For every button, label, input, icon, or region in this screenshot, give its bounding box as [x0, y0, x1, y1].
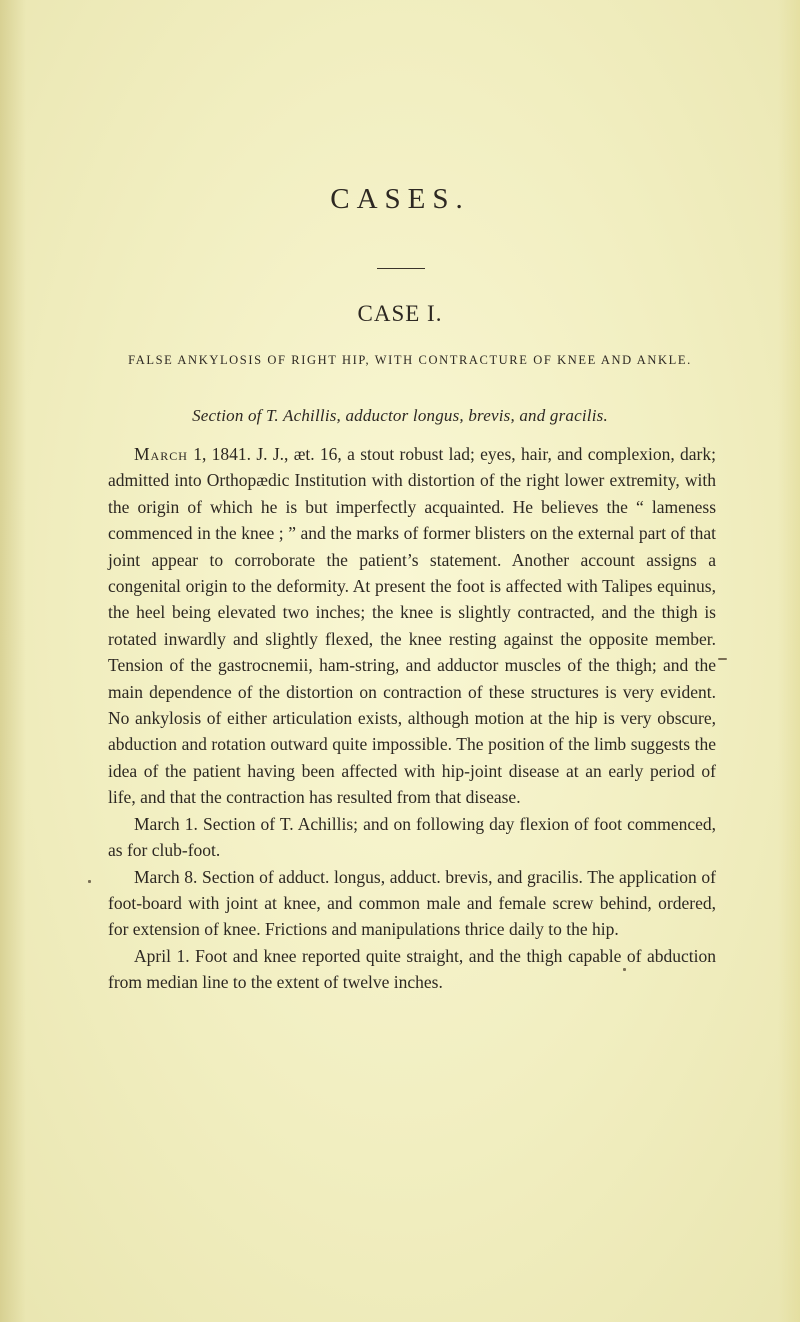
heading-rule	[377, 268, 425, 269]
case-title: CASE I.	[357, 301, 443, 326]
paragraph-3: March 8. Section of adduct. longus, adduct. brevis, and gracilis. The application of foot-board with joint at knee, and common male and female screw behind, ordered, for extension of knee. Frictions and manipulations thrice daily to the hip.	[108, 866, 716, 940]
section-line: Section of T. Achillis, adductor longus, brevis, and gracilis.	[192, 406, 608, 425]
case-subtitle: FALSE ANKYLOSIS OF RIGHT HIP, WITH CONTRACTURE OF KNEE AND ANKLE.	[128, 353, 692, 367]
paragraph-4: April 1. Foot and knee reported quite straight, and the thigh capable of abduction from median line to the extent of twelve inches.	[108, 945, 716, 993]
paragraph-lead: March	[134, 444, 188, 464]
margin-mark	[718, 658, 727, 660]
paragraph-1-text: 1, 1841. J. J., æt. 16, a stout robust lad; eyes, hair, and complexion, dark; admitted into Orthopædic Institution with distortion of the right lower extremity, with the origin of which he is but imperfectly acquainted. He believes the “ lameness commenced in the knee ; ” and the marks of former blisters on the external part of that joint appear to corroborate the patient’s statement. Another account assigns a congenital origin to the deformity. At present the foot is affected with Talipes equinus, the heel being elevated two inches; the knee is slightly contracted, and the thigh is rotated inwardly and slightly flexed, the knee resting against the opposite member. Tension of the gastrocnemii, ham-string, and adductor muscles of the thigh; and the main dependence of the distortion on contraction of these structures is very evident. No ankylosis of either articulation exists, although motion at the hip is very obscure, abduction and rotation outward quite impossible. The position of the limb suggests the idea of the patient having been affected with hip-joint disease at an early period of life, and that the contraction has resulted from that disease.	[108, 444, 716, 808]
margin-mark	[623, 968, 626, 971]
paragraph-2: March 1. Section of T. Achillis; and on following day flexion of foot commenced, as for club-foot.	[108, 813, 716, 861]
margin-mark	[88, 880, 91, 883]
page-heading: CASES.	[330, 183, 470, 215]
case-body	[108, 441, 716, 996]
paragraph-1	[108, 441, 716, 811]
